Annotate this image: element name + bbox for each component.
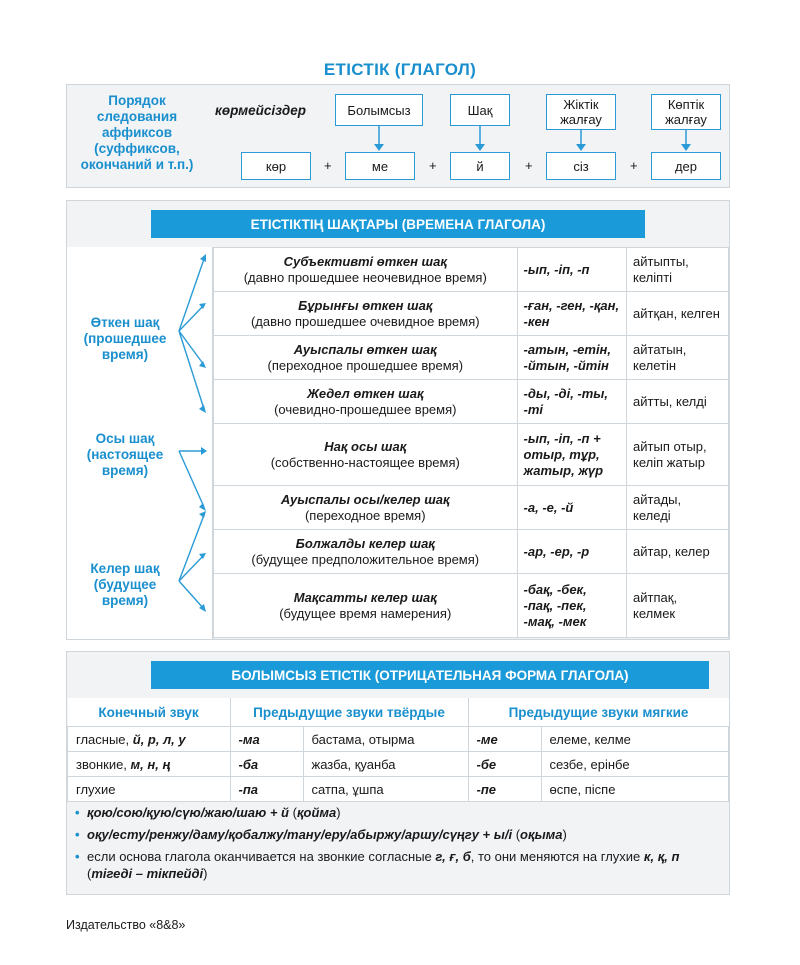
example-word: көрмейсіздер	[215, 103, 306, 118]
soft-affix: -бе	[468, 752, 541, 777]
tense-affix: -бақ, -бек, -пақ, -пек, -мақ, -мек	[517, 574, 627, 638]
tense-affix: -ар, -ер, -р	[517, 530, 627, 574]
group-arrows	[67, 247, 213, 639]
header-plural-ending: Көптік жалғау	[651, 94, 721, 130]
tense-name-cell	[214, 574, 518, 638]
table-row	[214, 336, 729, 380]
rule-text: қою/сою/қую/сүю/жаю/шаю + й	[87, 805, 289, 820]
table-row	[214, 574, 729, 638]
tense-groups	[67, 247, 213, 639]
hard-example: бастама, отырма	[303, 727, 468, 752]
publisher-footer: Издательство «8&8»	[66, 918, 186, 932]
rule-example: қойма	[296, 805, 337, 820]
bullet-icon: •	[75, 805, 80, 820]
part-personal: сіз	[546, 152, 616, 180]
tense-name-cell	[214, 380, 518, 424]
final-sound	[68, 777, 231, 802]
affix-order-panel	[66, 84, 730, 188]
tenses-table	[213, 247, 729, 638]
tense-name: Ауыспалы осы/келер шақ	[280, 491, 450, 507]
tense-name-cell	[214, 248, 518, 292]
bullet-icon: •	[75, 849, 80, 864]
soft-example: елеме, келме	[541, 727, 729, 752]
tense-translation: (давно прошедшее очевидное время)	[250, 313, 480, 329]
tense-name: Болжалды келер шақ	[295, 535, 435, 551]
soft-affix: -ме	[468, 727, 541, 752]
header-personal-ending: Жіктік жалғау	[546, 94, 616, 130]
tense-translation: (давно прошедшее неочевидное время)	[243, 269, 487, 285]
final-sound-text: гласные,	[76, 731, 133, 747]
rule-paren: )	[562, 827, 567, 842]
list-item	[75, 848, 723, 882]
tense-affix: -ып, -іп, -п	[517, 248, 627, 292]
table-row	[214, 486, 729, 530]
hard-affix: -ба	[230, 752, 303, 777]
tense-example: айтып отыр, келіп жатыр	[627, 424, 729, 486]
soft-example: сезбе, ерінбе	[541, 752, 729, 777]
part-tense: й	[450, 152, 510, 180]
group-present: Осы шақ (настоящее время)	[86, 431, 164, 478]
header-negation: Болымсыз	[335, 94, 423, 126]
note-text: (	[87, 866, 92, 881]
tense-affix: -ып, -іп, -п + отыр, тұр, жатыр, жүр	[517, 424, 627, 486]
part-negation: ме	[345, 152, 415, 180]
plus-sign: +	[630, 158, 638, 173]
note-text: , то они меняются на глухие	[470, 849, 644, 864]
tense-affix: -атын, -етін, -йтын, -йтін	[517, 336, 627, 380]
tense-name-cell	[214, 336, 518, 380]
final-sound	[68, 727, 231, 752]
table-row	[214, 530, 729, 574]
final-sound-text: звонкие,	[76, 756, 131, 772]
note-text: если основа глагола оканчивается на звонкие согласные	[87, 849, 436, 864]
table-row	[214, 424, 729, 486]
tense-translation: (очевидно-прошедшее время)	[274, 401, 457, 417]
hard-example: сатпа, ұшпа	[303, 777, 468, 802]
note-letters: к, қ, п	[643, 849, 680, 864]
tense-translation: (собственно-настоящее время)	[270, 454, 460, 470]
tense-translation: (переходное время)	[304, 507, 426, 523]
tense-translation: (будущее время намерения)	[279, 605, 452, 621]
hard-affix: -ма	[230, 727, 303, 752]
table-row	[214, 292, 729, 336]
tense-name: Бұрынғы өткен шақ	[298, 297, 433, 313]
tense-example: айтыпты, келіпті	[627, 248, 729, 292]
affix-order-label: Порядок следования аффиксов (суффиксов, окончаний и т.п.)	[80, 93, 194, 172]
tense-name-cell	[214, 486, 518, 530]
note-text: )	[203, 866, 208, 881]
tense-name-cell	[214, 292, 518, 336]
part-plural: дер	[651, 152, 721, 180]
rule-paren: (	[289, 805, 297, 820]
tense-example: айтар, келер	[627, 530, 729, 574]
rule-paren: )	[336, 805, 341, 820]
negative-table	[67, 698, 729, 802]
plus-sign: +	[525, 158, 533, 173]
table-row	[68, 752, 729, 777]
soft-example: өспе, піспе	[541, 777, 729, 802]
header-soft: Предыдущие звуки мягкие	[468, 698, 729, 727]
tense-affix: -ған, -ген, -қан, -кен	[517, 292, 627, 336]
table-row	[214, 248, 729, 292]
bullet-icon: •	[75, 827, 80, 842]
group-future: Келер шақ (будущее время)	[90, 561, 160, 608]
header-hard: Предыдущие звуки твёрдые	[230, 698, 468, 727]
header-final-sound: Конечный звук	[68, 698, 231, 727]
tense-name: Мақсатты келер шақ	[293, 589, 437, 605]
table-row	[68, 777, 729, 802]
tense-name: Ауыспалы өткен шақ	[293, 341, 437, 357]
tenses-banner: ЕТІСТІКТІҢ ШАҚТАРЫ (ВРЕМЕНА ГЛАГОЛА)	[151, 210, 645, 238]
table-row	[68, 727, 729, 752]
tense-affix: -а, -е, -й	[517, 486, 627, 530]
tense-example: айтты, келді	[627, 380, 729, 424]
tense-example: айтқан, келген	[627, 292, 729, 336]
tense-name-cell	[214, 424, 518, 486]
tense-example: айтады, келеді	[627, 486, 729, 530]
rule-text: оқу/есту/ренжу/даму/қобалжу/тану/еру/абыржу/аршу/сүңгу + ы/і	[87, 827, 513, 842]
group-past: Өткен шақ (прошедшее время)	[83, 315, 167, 362]
plus-sign: +	[429, 158, 437, 173]
final-sound-text: глухие	[76, 781, 116, 797]
rule-paren: (	[512, 827, 521, 842]
hard-affix: -па	[230, 777, 303, 802]
rule-example: оқыма	[520, 827, 563, 842]
final-sound-letters: й, р, л, у	[132, 731, 186, 747]
header-tense: Шақ	[450, 94, 510, 126]
final-sound-letters: м, н, ң	[130, 756, 171, 772]
tense-example: айтатын, келетін	[627, 336, 729, 380]
tense-name: Жедел өткен шақ	[306, 385, 424, 401]
negative-panel	[66, 651, 730, 895]
tense-name-cell	[214, 530, 518, 574]
note-example: тігеді – тікпейді	[91, 866, 204, 881]
tense-example: айтпақ, келмек	[627, 574, 729, 638]
tense-name: Нақ осы шақ	[324, 438, 407, 454]
tenses-panel	[66, 200, 730, 640]
tense-name: Субъективті өткен шақ	[283, 253, 447, 269]
list-item	[75, 804, 723, 821]
part-root: көр	[241, 152, 311, 180]
tense-translation: (переходное прошедшее время)	[267, 357, 464, 373]
plus-sign: +	[324, 158, 332, 173]
hard-example: жазба, қуанба	[303, 752, 468, 777]
tense-translation: (будущее предположительное время)	[251, 551, 480, 567]
final-sound	[68, 752, 231, 777]
soft-affix: -пе	[468, 777, 541, 802]
table-header-row	[68, 698, 729, 727]
rules-list	[75, 804, 723, 887]
list-item	[75, 826, 723, 843]
tense-affix: -ды, -ді, -ты, -ті	[517, 380, 627, 424]
page-title: ЕТІСТІК (ГЛАГОЛ)	[323, 60, 477, 79]
note-letters: г, ғ, б	[435, 849, 471, 864]
negative-banner: БОЛЫМСЫЗ ЕТІСТІК (ОТРИЦАТЕЛЬНАЯ ФОРМА ГЛАГОЛА)	[151, 661, 709, 689]
table-row	[214, 380, 729, 424]
